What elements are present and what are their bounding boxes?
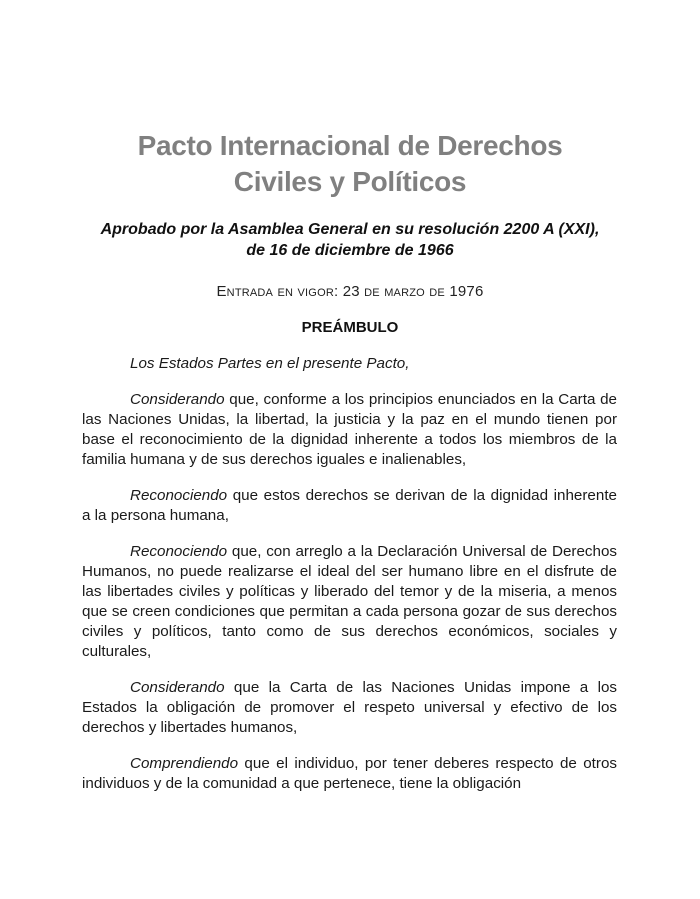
- preamble-paragraph: [82, 678, 617, 738]
- paragraph-text: que el individuo, por tener deberes respecto de otros individuos y de la comunidad a que pertenece, tiene la obligación: [82, 755, 617, 792]
- adoption-note-line-1: Aprobado por la Asamblea General en su resolución 2200 A (XXI),: [100, 221, 600, 238]
- document-title-line-2: Civiles y Políticos: [233, 166, 467, 197]
- paragraph-text: que, conforme a los principios enunciados en la Carta de las Naciones Unidas, la libertad, la justicia y la paz en el mundo tienen por base el reconocimiento de la dignidad inherente a todos los miembros de la familia humana y de sus derechos iguales e inalienables,: [82, 391, 617, 468]
- preamble-paragraph: [82, 486, 617, 526]
- paragraph-lead-word: Considerando: [130, 679, 225, 696]
- document-title-line-1: Pacto Internacional de Derechos: [137, 130, 563, 161]
- preamble-paragraph: [82, 542, 617, 662]
- paragraph-text: Los Estados Partes en el presente Pacto,: [130, 355, 410, 372]
- paragraph-lead-word: Considerando: [130, 391, 225, 408]
- paragraph-text: que, con arreglo a la Declaración Universal de Derechos Humanos, no puede realizarse el ideal del ser humano libre en el disfrute de las libertades civiles y políticas y liberado del temor y de la miseria, a menos que se creen condiciones que permitan a cada persona gozar de sus derechos civiles y políticos, tanto como de sus derechos económicos, sociales y culturales,: [82, 543, 617, 660]
- preamble-body: [82, 354, 617, 810]
- paragraph-lead-word: Reconociendo: [130, 543, 228, 560]
- preamble-paragraph: [82, 354, 617, 374]
- preamble-paragraph: [82, 754, 617, 794]
- paragraph-lead-word: Reconociendo: [130, 487, 228, 504]
- paragraph-lead-word: Comprendiendo: [130, 755, 239, 772]
- entry-into-force: Entrada en vigor: 23 de marzo de 1976: [216, 283, 484, 300]
- document-title: [0, 128, 700, 200]
- paragraph-text: que la Carta de las Naciones Unidas impone a los Estados la obligación de promover el respeto universal y efectivo de los derechos y libertades humanos,: [82, 679, 617, 736]
- preamble-paragraph: [82, 390, 617, 470]
- adoption-note-line-2: de 16 de diciembre de 1966: [246, 242, 454, 259]
- paragraph-text: que estos derechos se derivan de la dignidad inherente a la persona humana,: [82, 487, 617, 524]
- adoption-note: [0, 219, 700, 261]
- preamble-heading: PREÁMBULO: [301, 319, 399, 336]
